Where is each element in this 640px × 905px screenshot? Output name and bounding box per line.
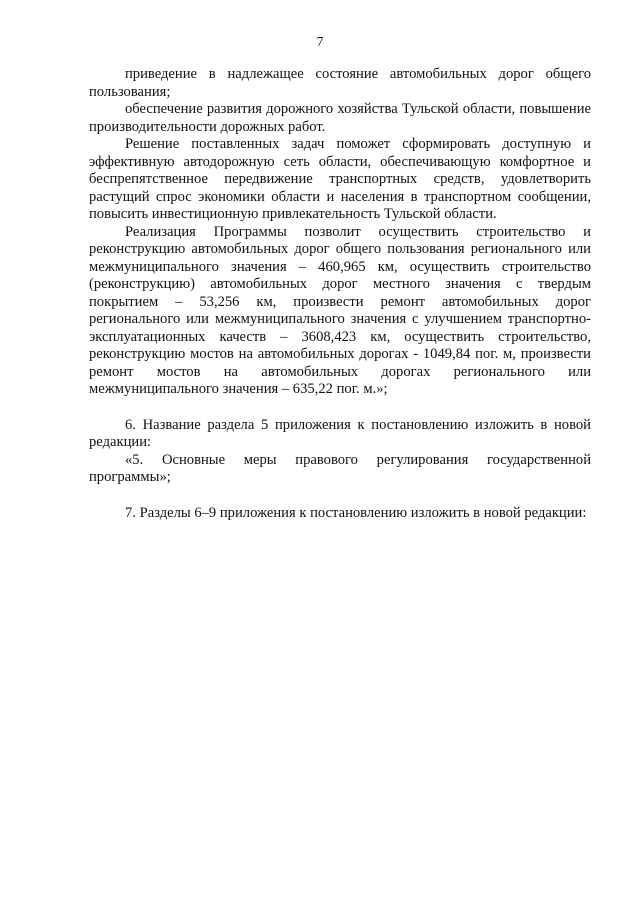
paragraph-road-development: обеспечение развития дорожного хозяйства Тульской области, повышение производительности дорожных работ. [89,101,591,135]
paragraph-section-5-title: «5. Основные меры правового регулирования государственной программы»; [89,451,591,485]
paragraph-program-implementation: Реализация Программы позволит осуществить строительство и реконструкцию автомобильных дорог общего пользования регионального или межмуниципального значения – 460,965 км, осуществить строительство (реконструкцию) автомобильных дорог местного значения с твердым покрытием – 53,256 км, произвести ремонт автомобильных дорог регионального или межмуниципального значения с улучшением транспортно-эксплуатационных качеств – 3608,423 км, осуществить строительство, реконструкцию мостов на автомобильных дорогах - 1049,84 пог. м, произвести ремонт мостов на автомобильных дорогах регионального или межмуниципального значения – 635,22 пог. м.»; [89,223,591,397]
paragraph-item-7: 7. Разделы 6–9 приложения к постановлению изложить в новой редакции: [125,504,587,521]
paragraph-tasks-solution: Решение поставленных задач поможет сформировать доступную и эффективную автодорожную сеть области, обеспечивающую комфортное и беспрепятственное передвижение транспортных средств, удовлетворить растущий спрос экономики области и населения в транспортном сообщении, повысить инвестиционную привлекательность Тульской области. [89,136,591,222]
paragraph-road-maintenance: приведение в надлежащее состояние автомобильных дорог общего пользования; [89,66,591,100]
paragraph-item-6: 6. Название раздела 5 приложения к постановлению изложить в новой редакции: [89,416,591,450]
page-number: 7 [316,35,324,50]
document-body [89,66,591,522]
